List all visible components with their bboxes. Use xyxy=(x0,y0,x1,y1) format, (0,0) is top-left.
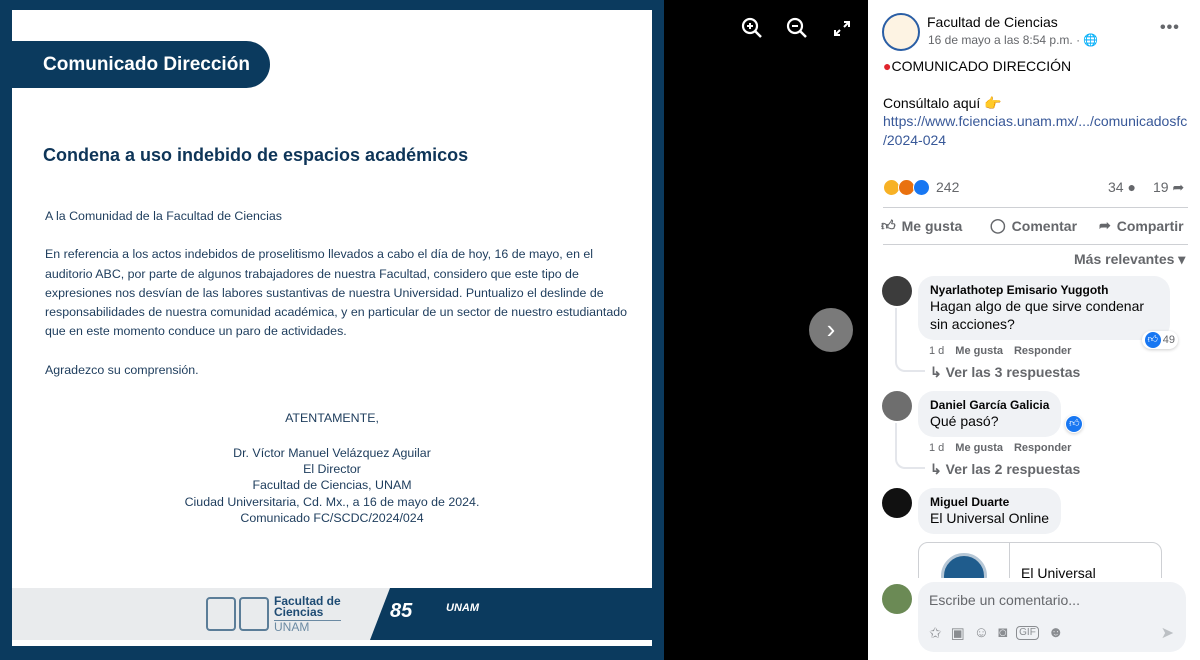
fullscreen-expand-icon[interactable] xyxy=(828,14,856,42)
zoom-out-icon[interactable] xyxy=(783,14,811,42)
like-button[interactable] xyxy=(881,217,962,234)
red-circle-icon: ● xyxy=(883,58,892,74)
share-button[interactable] xyxy=(1099,217,1184,234)
commenter-name[interactable]: Daniel García Galicia xyxy=(930,398,1050,412)
communique-paper xyxy=(12,10,652,646)
comment-label: Comentar xyxy=(1011,217,1078,234)
post-text xyxy=(883,57,1187,149)
faculty-seal-icon xyxy=(239,597,269,631)
unam-seal-icon xyxy=(206,597,236,631)
next-photo-button[interactable]: › xyxy=(809,308,853,352)
gif-icon[interactable]: GIF xyxy=(1016,626,1039,640)
reaction-summary[interactable] xyxy=(883,178,959,196)
sticker-face-icon[interactable]: ☻ xyxy=(1047,624,1064,641)
share-icon: ➦ xyxy=(1099,217,1111,233)
salutation: A la Comunidad de la Facultad de Ciencias xyxy=(45,209,282,223)
commenter-name[interactable]: Nyarlathotep Emisario Yuggoth xyxy=(930,283,1109,297)
comment-composer[interactable] xyxy=(918,582,1186,652)
comment-button[interactable] xyxy=(990,217,1077,234)
footer-dark-band xyxy=(370,588,652,640)
view-replies-link[interactable]: ↳ Ver las 3 respuestas xyxy=(930,364,1081,380)
comment-list xyxy=(868,276,1200,578)
page-avatar[interactable] xyxy=(882,13,920,51)
divider xyxy=(883,244,1188,245)
comment-text: Hagan algo de que sirve condenar sin acciones? xyxy=(930,298,1145,332)
anniversary-85-logo: 85 xyxy=(390,600,413,622)
preview-title: El Universal xyxy=(1021,565,1096,578)
like-count: 49 xyxy=(1162,334,1175,346)
signer-name: Dr. Víctor Manuel Velázquez Aguilar xyxy=(233,446,431,460)
el-universal-logo-icon xyxy=(941,553,987,578)
thanks: Agradezco su comprensión. xyxy=(45,362,199,377)
comment-bubble xyxy=(918,391,1080,437)
comment xyxy=(868,391,1200,478)
communique-body xyxy=(45,207,635,399)
comment-bubble-icon: ● xyxy=(1127,179,1136,195)
logo-line: Ciencias xyxy=(274,605,324,619)
comment xyxy=(868,488,1200,578)
commenter-avatar[interactable] xyxy=(882,391,912,421)
commenter-avatar[interactable] xyxy=(882,276,912,306)
user-avatar[interactable] xyxy=(882,584,912,614)
sort-dropdown[interactable] xyxy=(1074,251,1185,268)
signer-faculty: Facultad de Ciencias, UNAM xyxy=(252,478,412,493)
send-icon[interactable]: ➤ xyxy=(1160,625,1174,642)
post-link[interactable]: https://www.fciencias.unam.mx/.../comunicadosfc xyxy=(883,113,1188,129)
signer-role: El Director xyxy=(303,462,361,477)
communique-title: Condena a uso indebido de espacios académicos xyxy=(43,145,469,165)
like-label: Me gusta xyxy=(901,217,963,234)
comment-text: Qué pasó? xyxy=(930,413,999,429)
logo-line: Facultad de xyxy=(274,594,341,608)
more-options-icon[interactable]: ••• xyxy=(1160,19,1180,36)
emoji-icon[interactable]: ☺ xyxy=(973,624,990,641)
comment-count-text: 34 xyxy=(1108,179,1124,195)
comment-time[interactable]: 1 d xyxy=(929,345,945,357)
faculty-logo xyxy=(274,596,341,633)
communique-banner: Comunicado Dirección xyxy=(12,41,270,88)
signature xyxy=(12,445,652,526)
unam-script-logo: UNAM xyxy=(446,602,479,614)
post-panel xyxy=(868,0,1200,660)
share-arrow-icon: ➦ xyxy=(1172,179,1185,195)
main-paragraph: En referencia a los actos indebidos de proselitismo llevados a cabo el día de hoy, 16 de mayo, en el auditorio ABC, por parte de algunos trabajadores de nuestra Facultad, considero que este tipo de expresiones nos desvían de las labores sustantivas de nuestra Universidad. Puntualizo el deslinde de responsabilidades de nuestra comunidad académica, y en particular de un sector de nuestro estudiantado que en este momento conduce un paro de actividades. xyxy=(45,247,628,339)
like-reaction-icon xyxy=(913,179,930,196)
commenter-name[interactable]: Miguel Duarte xyxy=(930,495,1010,509)
comment-input-placeholder[interactable]: Escribe un comentario... xyxy=(929,592,1080,608)
share-count-text: 19 xyxy=(1153,179,1169,195)
closing: ATENTAMENTE, xyxy=(285,411,379,425)
zoom-in-icon[interactable] xyxy=(738,14,766,42)
link-preview-card[interactable] xyxy=(918,542,1162,578)
divider xyxy=(1009,543,1010,578)
sticker-icon[interactable]: ▣ xyxy=(950,625,965,642)
avatar-sticker-icon[interactable]: ✩ xyxy=(929,625,942,642)
view-replies-label: Ver las 2 respuestas xyxy=(945,461,1081,477)
communique-footer xyxy=(12,588,652,640)
like-icon: 👍︎ xyxy=(1145,332,1161,348)
like-icon: 👍︎ xyxy=(1066,416,1082,432)
comment-like-badge[interactable] xyxy=(1142,331,1178,349)
comment-icon: ◯ xyxy=(990,217,1006,233)
post-headline: COMUNICADO DIRECCIÓN xyxy=(891,58,1072,74)
commenter-avatar[interactable] xyxy=(882,488,912,518)
sort-label: Más relevantes xyxy=(1074,251,1175,267)
camera-icon[interactable]: ◙ xyxy=(998,624,1008,641)
comment-count[interactable] xyxy=(1108,179,1136,195)
comment-reply-link[interactable]: Responder xyxy=(1013,345,1072,357)
share-label: Compartir xyxy=(1116,217,1184,234)
page-name[interactable]: Facultad de Ciencias xyxy=(927,14,1058,30)
logo-line: UNAM xyxy=(274,620,341,633)
signer-place-date: Ciudad Universitaria, Cd. Mx., a 16 de mayo de 2024. xyxy=(184,494,480,509)
reaction-count: 242 xyxy=(936,179,960,195)
comment-time[interactable]: 1 d xyxy=(929,442,945,454)
post-cta: Consúltalo aquí 👉 xyxy=(883,94,1002,111)
post-date[interactable] xyxy=(928,33,1098,47)
comment-bubble xyxy=(918,488,1061,534)
caret-down-icon: ▾ xyxy=(1178,251,1186,267)
post-link-cont[interactable]: /2024-024 xyxy=(883,131,947,148)
comment xyxy=(868,276,1200,381)
comment-bubble xyxy=(918,276,1175,346)
comment-like-link[interactable]: Me gusta xyxy=(955,345,1003,357)
view-replies-label: Ver las 3 respuestas xyxy=(945,364,1081,380)
comment-reply-link[interactable]: Responder xyxy=(1013,442,1072,454)
thumbs-up-icon: 👍︎ xyxy=(881,217,896,233)
globe-icon: 🌐 xyxy=(1083,33,1099,47)
divider xyxy=(883,207,1188,208)
communique-number: Comunicado FC/SCDC/2024/024 xyxy=(240,510,424,525)
view-replies-link[interactable]: ↳ Ver las 2 respuestas xyxy=(930,461,1081,477)
comment-like-link[interactable]: Me gusta xyxy=(955,442,1003,454)
share-count[interactable] xyxy=(1153,179,1184,196)
comment-like-badge[interactable] xyxy=(1065,415,1083,433)
comment-text: El Universal Online xyxy=(930,510,1050,526)
post-date-text: 16 de mayo a las 8:54 p.m. · xyxy=(928,33,1084,47)
